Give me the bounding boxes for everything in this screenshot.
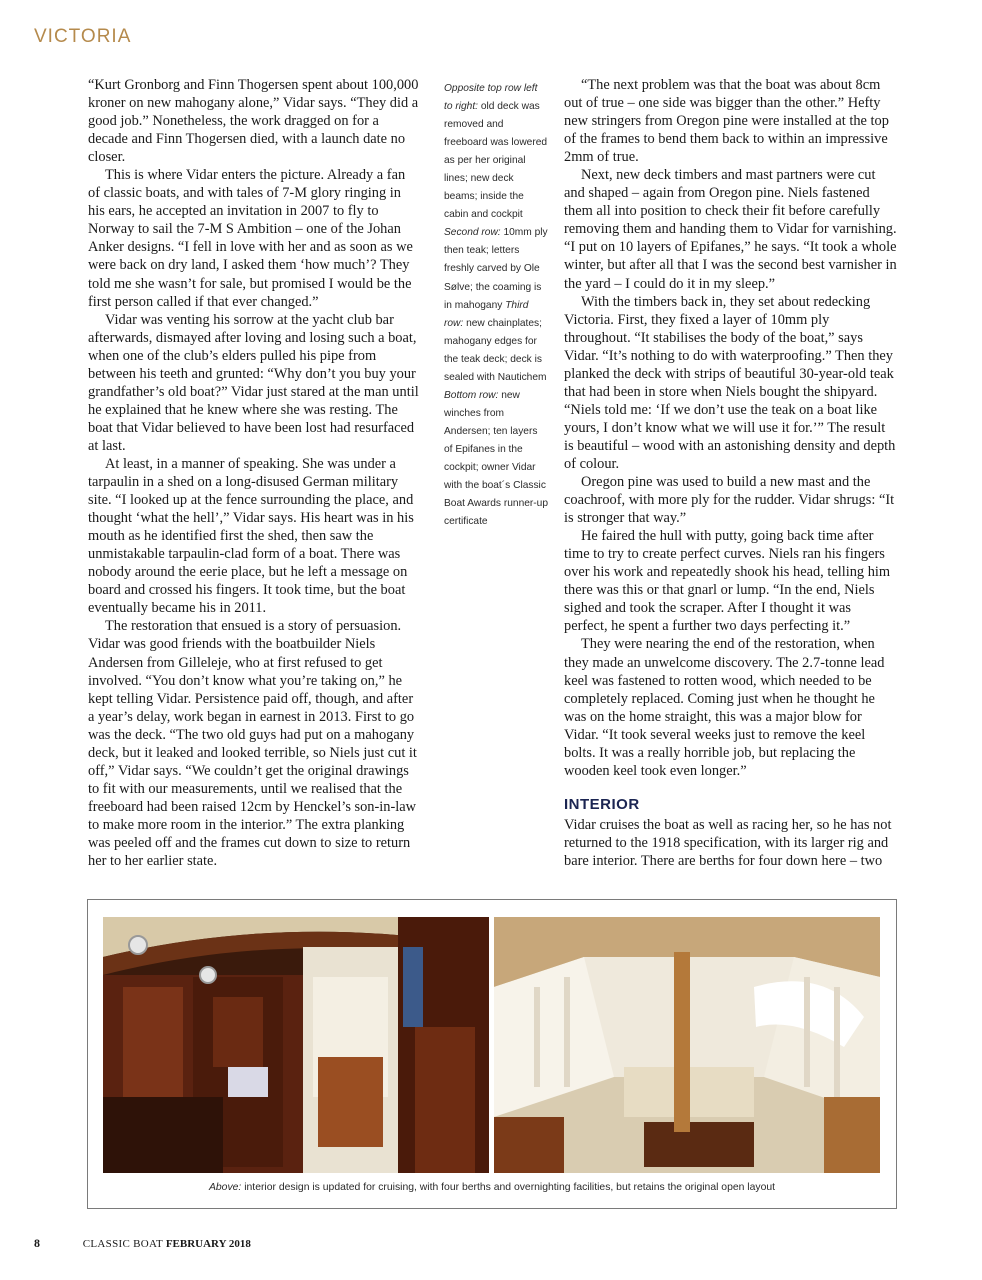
caption-text-second-row: 10mm ply then teak; letters freshly carved by Ole Sølve; the coaming is in mahogany xyxy=(444,227,548,311)
photo-caption-lead: Above: xyxy=(208,1182,242,1193)
interior-heading: INTERIOR xyxy=(564,795,640,813)
right-paragraph-1: “The next problem was that the boat was about 8cm out of true – one side was bigger than the other.” Hefty new stringers from Oregon pine were installed at the top of the frames to bend them back to within an impressive 2mm of true. xyxy=(564,77,889,166)
photo-caption xyxy=(88,1182,896,1193)
section-label: VICTORIA xyxy=(34,26,132,47)
photo-captions-column xyxy=(444,80,548,531)
issue-date: FEBRUARY 2018 xyxy=(165,1238,251,1250)
right-paragraph-4: Oregon pine was used to build a new mast and the coachroof, with more ply for the rudder. Vidar shrugs: “It is stronger that way.” xyxy=(564,474,895,527)
photo-panel xyxy=(87,899,897,1209)
magazine-name: CLASSIC BOAT xyxy=(82,1238,164,1250)
caption-lead-third-row: Third row: xyxy=(444,299,529,329)
left-paragraph-2: This is where Vidar enters the picture. Already a fan of classic boats, and with tales of 7-M glory ringing in his ears, he accepted an invitation in 2007 to fly to Norway to sail the 7-M S Ambition – one of the Johan Anker designs. “I fell in love with her and as soon as we were back on dry land, I asked them ‘how much’? They told me she wasn’t for sale, but promised I would be the first person called if that ever changed.” xyxy=(88,167,413,310)
interior-paragraph: Vidar cruises the boat as well as racing her, so he has not returned to the 1918 specification, with its larger rig and bare interior. There are berths for four down here – two xyxy=(564,816,892,869)
left-paragraph-5: The restoration that ensued is a story of persuasion. Vidar was good friends with the boatbuilder Niels Andersen from Gilleleje, who at first refused to get involved. “You don’t know what you’re taking on,” he kept telling Vidar. Persistence paid off, though, and after a year’s delay, work began in earnest in 2013. First to go was the deck. “The two old guys had put on a mahogany deck, but it leaked and looked terrible, so Niels just cut it off,” Vidar says. “We couldn’t get the original drawings to fit with our measurements, until we realised that the freeboard had been raised 12cm by Henckel’s son-in-law to make more room in the interior.” The extra planking was peeled off and the frames cut down to size to return her to her earlier state. xyxy=(88,618,417,870)
right-paragraph-3: With the timbers back in, they set about redecking Victoria. First, they fixed a layer of 10mm ply throughout. “It stabilises the body of the boat,” says Vidar. “It’s nothing to do with waterproofing.” Then they planked the deck with strips of beautiful 30-year-old teak that had been in store when Niels bought the shipyard. “Niels told me: ‘If we don’t use the teak on a boat like yours, I don’t know what we will use it for.’” The result is beautiful – wood with an astonishing density and depth of colour. xyxy=(564,293,896,472)
right-paragraph-5: He faired the hull with putty, going back time after time to try to create perfect curves. Niels ran his fingers over his work and repeatedly shook his head, telling him there was this or that gnarl or lump. “In the end, Niels sighed and took the scraper. After I thought it was perfect, he spent a further two days perfecting it.” xyxy=(564,528,891,635)
left-paragraph-3: Vidar was venting his sorrow at the yacht club bar afterwards, dismayed after loving and losing such a boat, when one of the club’s elders pulled his pipe from between his teeth and grunted: “Why don’t you buy your grandfather’s old boat?” Vidar just stared at the man until he explained that he knew where she was resting. The boat that Vidar believed to have been lost had resurfaced at last. xyxy=(88,311,419,454)
photo-caption-text: interior design is updated for cruising, with four berths and overnighting facilities, but retains the original open layout xyxy=(241,1182,776,1193)
caption-lead-top-row: Opposite top row left to right: xyxy=(444,83,538,113)
caption-text-third-row: new chainplates; mahogany edges for the teak deck; deck is sealed with Nautichem xyxy=(444,317,547,383)
right-column xyxy=(564,76,898,870)
right-paragraph-2: Next, new deck timbers and mast partners were cut and shaped – again from Oregon pine. Niels fastened them all into position to check their fit before carefully removing them and handing them to Vidar for varnishing. “I put on 10 layers of Epifanes,” he says. “It took a whole winter, but after all that I was the second best varnisher in the yard – I could do it in my sleep.” xyxy=(564,167,897,292)
caption-text-top-row: old deck was removed and freeboard was lowered as per her original lines; new deck beams; inside the cabin and cockpit xyxy=(444,101,548,221)
caption-text-bottom-row: new winches from Andersen; ten layers of Epifanes in the cockpit; owner Vidar with the boat´s Classic Boat Awards runner-up certificate xyxy=(444,389,549,528)
forward-berth-illustration xyxy=(494,917,880,1173)
page-footer xyxy=(34,1236,251,1251)
left-paragraph-1: “Kurt Gronborg and Finn Thogersen spent about 100,000 kroner on new mahogany alone,” Vidar says. “They did a good job.” Nonetheless, the work dragged on for a decade and Finn Thogersen died, with a launch date no closer. xyxy=(88,77,419,166)
left-column xyxy=(88,76,420,870)
forward-berth-photo xyxy=(494,917,880,1173)
caption-lead-bottom-row: Bottom row: xyxy=(444,389,499,401)
cabin-interior-photo xyxy=(103,917,489,1173)
caption-lead-second-row: Second row: xyxy=(444,227,501,239)
left-paragraph-4: At least, in a manner of speaking. She was under a tarpaulin in a shed on a long-disused German military site. “I looked up at the fence surrounding the place, and thought ‘what the hell’,” Vidar says. His heart was in his mouth as he identified first the shed, then saw the unmistakable tarpaulin-clad form of a boat. There was nobody around the eerie place, but he left a message on board and crossed his fingers. It took time, but the boat eventually became his in 2011. xyxy=(88,455,414,617)
page-number: 8 xyxy=(34,1236,40,1250)
cabin-interior-illustration xyxy=(103,917,489,1173)
right-paragraph-6: They were nearing the end of the restoration, when they made an unwelcome discovery. The 2.7-tonne lead keel was fastened to rotten wood, which needed to be completely replaced. Coming just when he thought he was on the home straight, this was a major blow for Vidar. “It took several weeks just to remove the keel bolts. It was a really horrible job, but replacing the wooden keel took even longer.” xyxy=(564,636,885,779)
